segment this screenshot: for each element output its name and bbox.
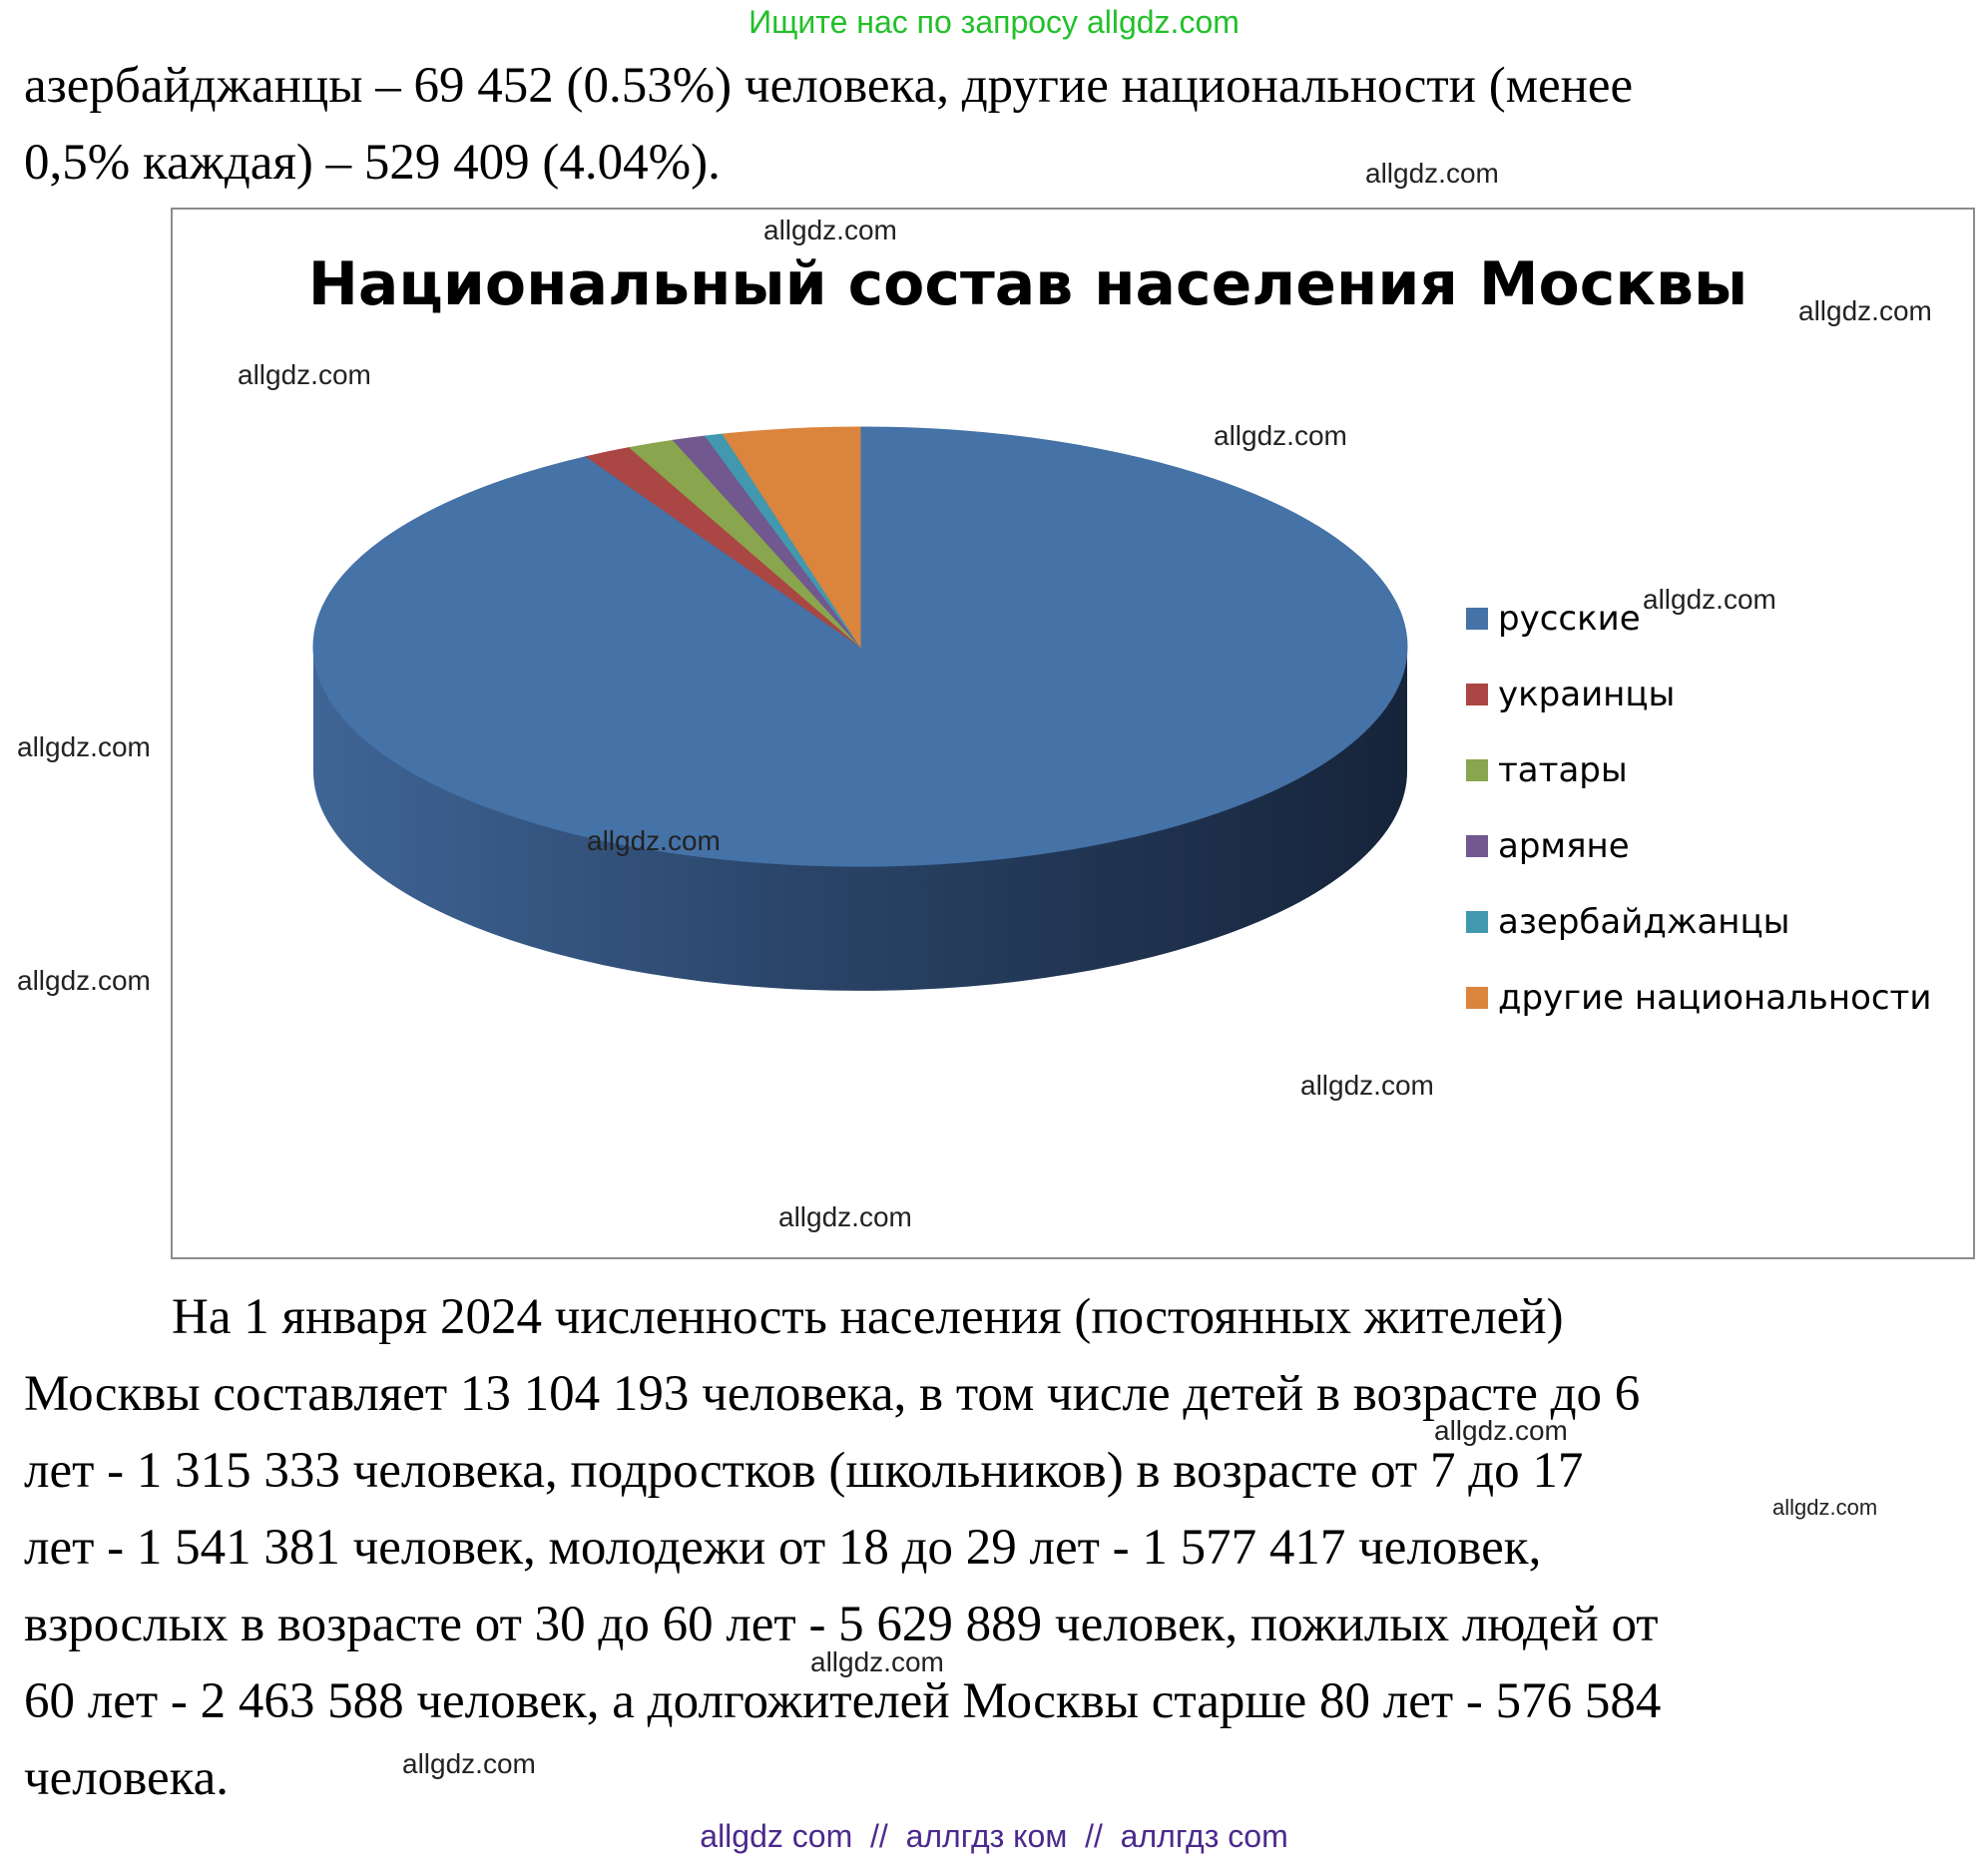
watermark-text: allgdz.com	[810, 1646, 944, 1677]
intro-line: азербайджанцы – 69 452 (0.53%) человека, другие национальности (менее	[24, 58, 1634, 114]
watermark-text: allgdz.com	[17, 731, 151, 762]
legend-label: русские	[1498, 599, 1641, 639]
body-line: лет - 1 541 381 человек, молодежи от 18 до 29 лет - 1 577 417 человек,	[24, 1520, 1542, 1576]
body-line: человека.	[24, 1750, 230, 1806]
body-line: Москвы составляет 13 104 193 человека, в том числе детей в возрасте до 6	[24, 1366, 1641, 1422]
watermark-text: allgdz.com	[778, 1201, 912, 1232]
watermark-text: allgdz.com	[238, 359, 371, 390]
legend-label: армяне	[1498, 826, 1630, 866]
legend-label: украинцы	[1498, 675, 1676, 714]
search-banner[interactable]: Ищите нас по запросу allgdz.com	[748, 4, 1240, 40]
legend-label: другие национальности	[1498, 978, 1932, 1018]
watermark-text: allgdz.com	[1434, 1415, 1568, 1446]
body-line: лет - 1 315 333 человека, подростков (школьников) в возрасте от 7 до 17	[24, 1443, 1584, 1499]
watermark-text: allgdz.com	[763, 215, 897, 245]
body-line: На 1 января 2024 численность населения (постоянных жителей)	[172, 1289, 1564, 1345]
watermark-text: allgdz.com	[1772, 1495, 1878, 1520]
legend-label: татары	[1498, 750, 1628, 790]
footer-links[interactable]: allgdz com // аллгдз ком // аллгдз com	[700, 1818, 1288, 1854]
watermark-text: allgdz.com	[17, 965, 151, 996]
watermark-text: allgdz.com	[1798, 295, 1932, 326]
watermark-text: allgdz.com	[1214, 420, 1347, 451]
body-line: взрослых в возрасте от 30 до 60 лет - 5 629 889 человек, пожилых людей от	[24, 1597, 1659, 1652]
watermark-text: allgdz.com	[402, 1748, 536, 1779]
body-paragraph	[24, 1279, 1920, 1817]
watermark-text: allgdz.com	[587, 825, 721, 856]
intro-line: 0,5% каждая) – 529 409 (4.04%).	[24, 135, 721, 191]
watermark-text: allgdz.com	[1365, 158, 1499, 189]
watermark-text: allgdz.com	[1643, 584, 1776, 615]
watermark-text: allgdz.com	[1300, 1070, 1434, 1101]
chart-title: Национальный состав населения Москвы	[307, 249, 1748, 319]
legend-label: азербайджанцы	[1498, 902, 1790, 942]
pie-top	[313, 427, 1407, 866]
body-line: 60 лет - 2 463 588 человек, а долгожителей Москвы старше 80 лет - 576 584	[24, 1673, 1662, 1729]
